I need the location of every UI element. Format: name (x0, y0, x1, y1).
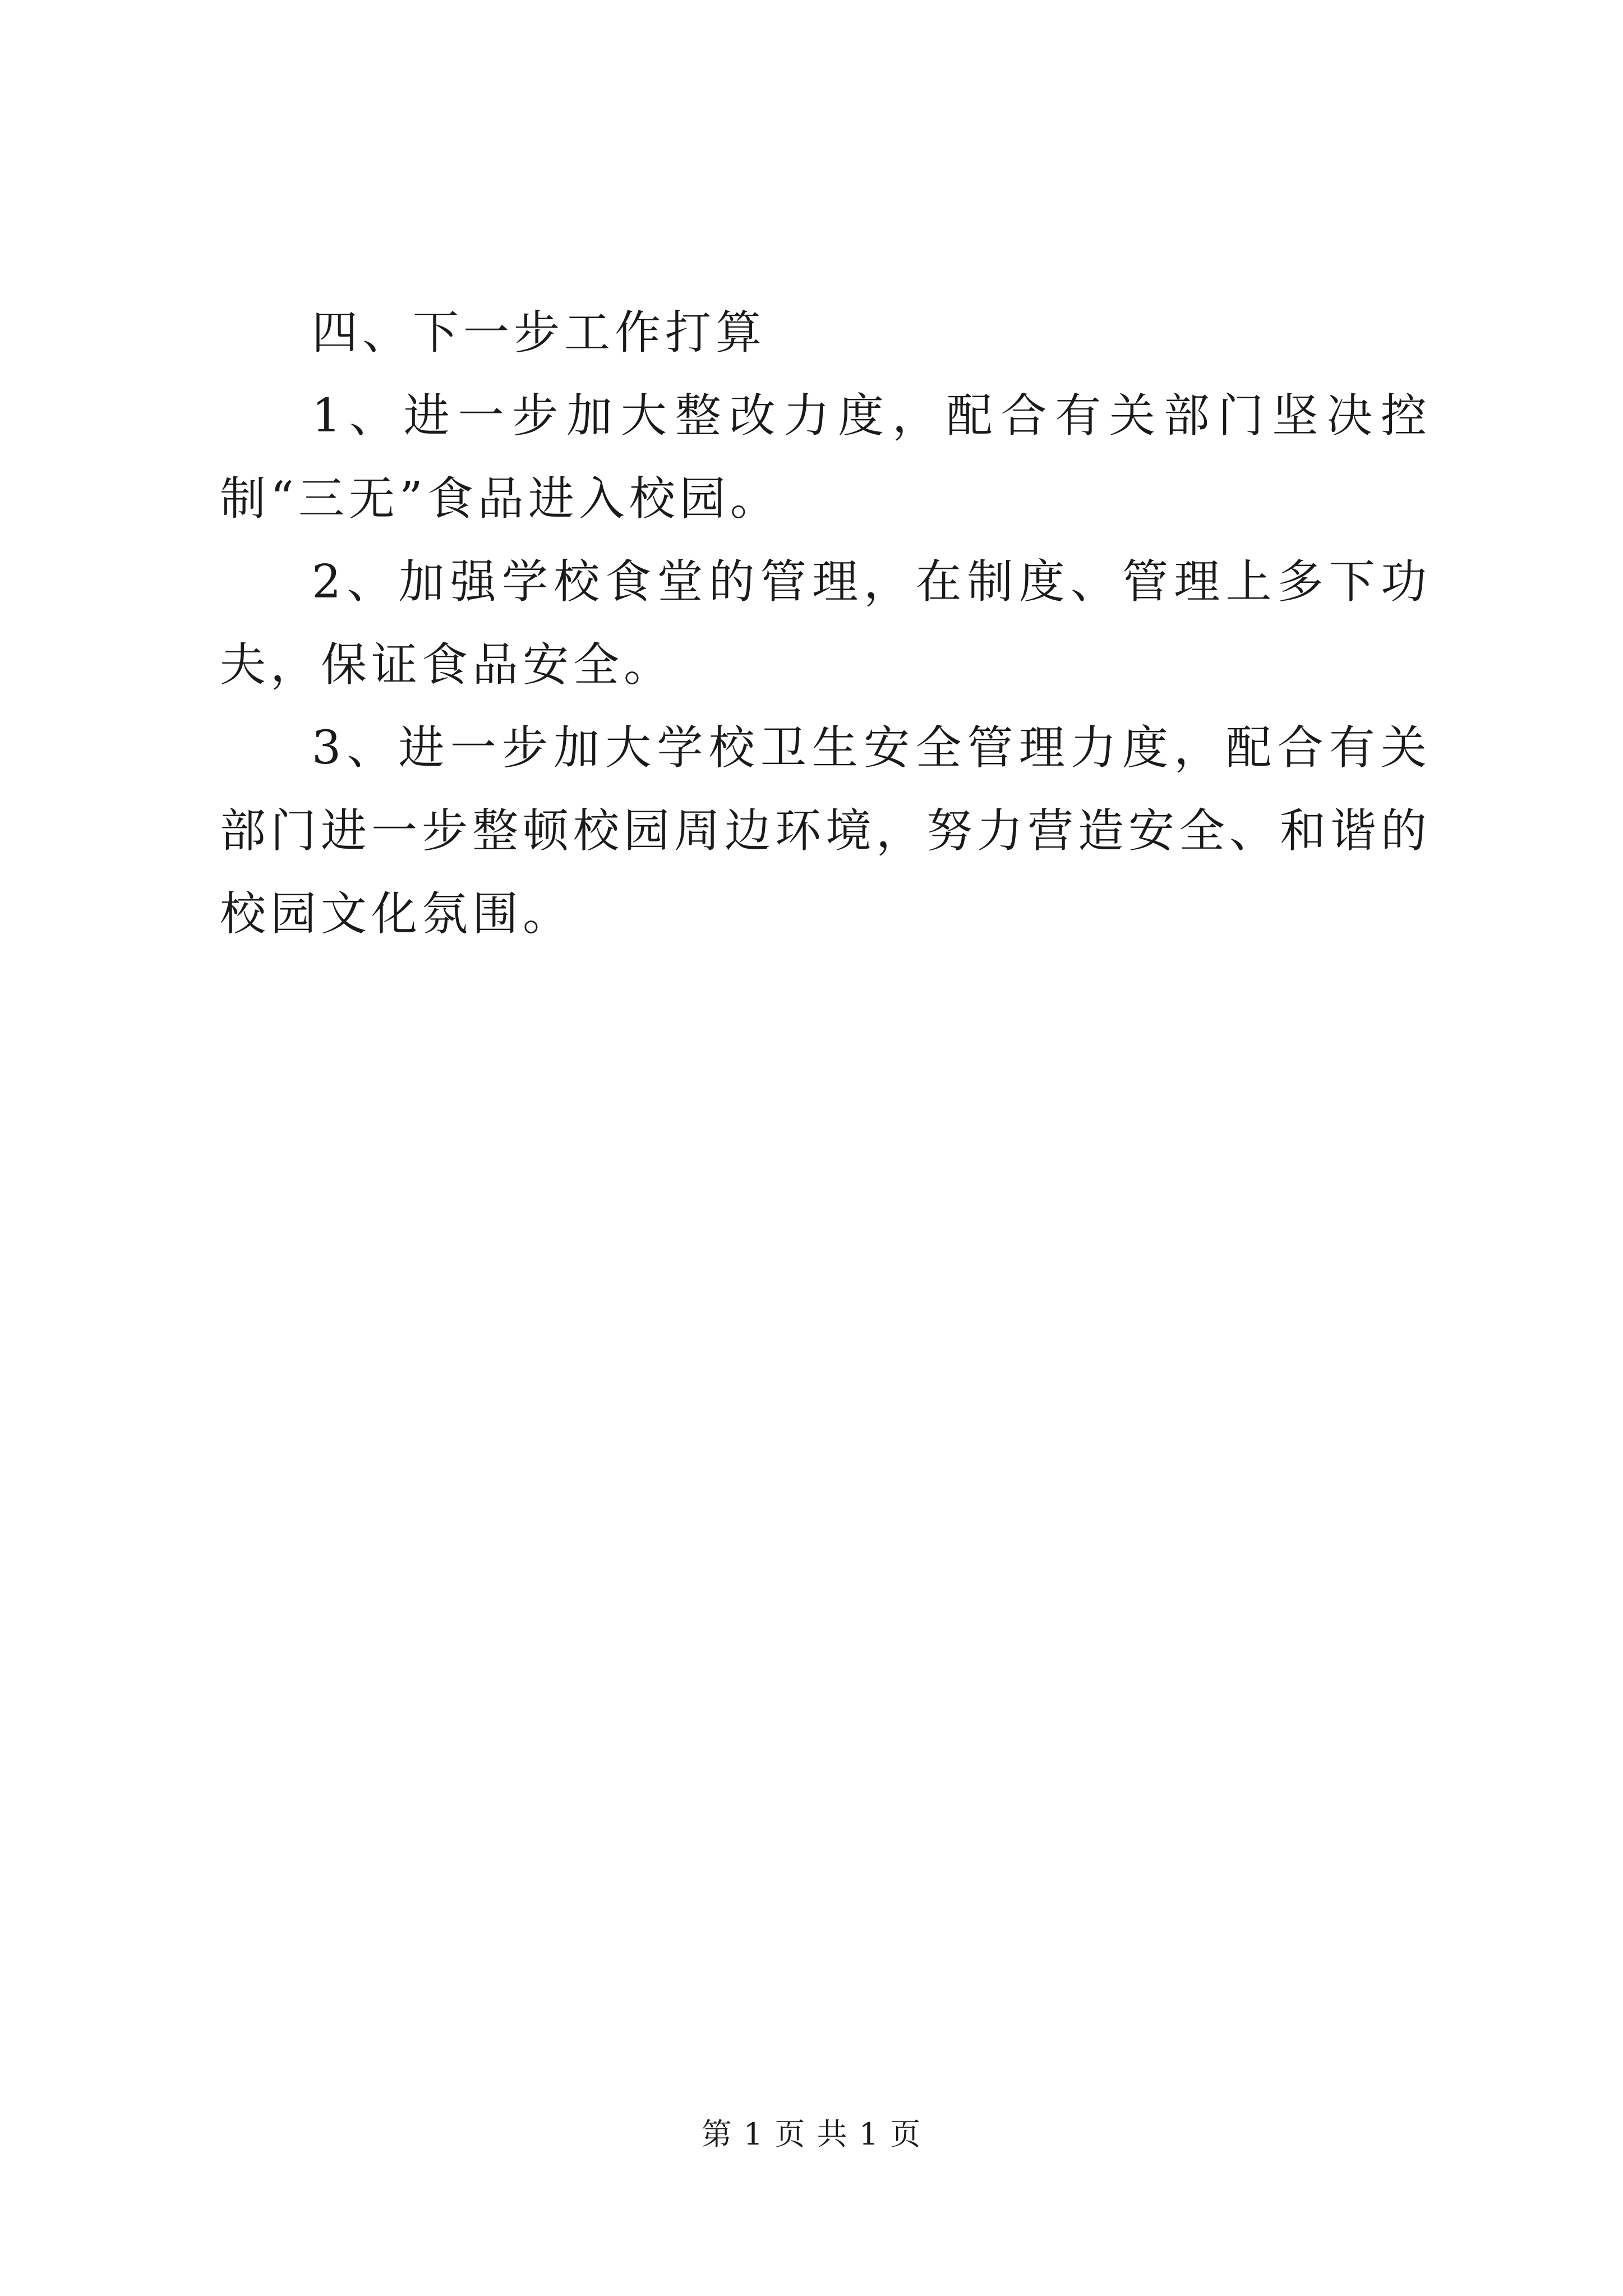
document-body (220, 292, 1431, 956)
paragraph-2: 2、加强学校食堂的管理，在制度、管理上多下功夫，保证食品安全。 (220, 555, 1431, 692)
paragraph-1: 1、进一步加大整改力度，配合有关部门坚决控制“三无”食品进入校园。 (220, 389, 1431, 526)
paragraph-3: 3、进一步加大学校卫生安全管理力度，配合有关部门进一步整顿校园周边环境，努力营造安全、和谐的校园文化氛围。 (220, 721, 1432, 941)
page-footer: 第 1 页 共 1 页 (701, 2116, 922, 2152)
section-heading: 四、下一步工作打算 (312, 306, 767, 360)
